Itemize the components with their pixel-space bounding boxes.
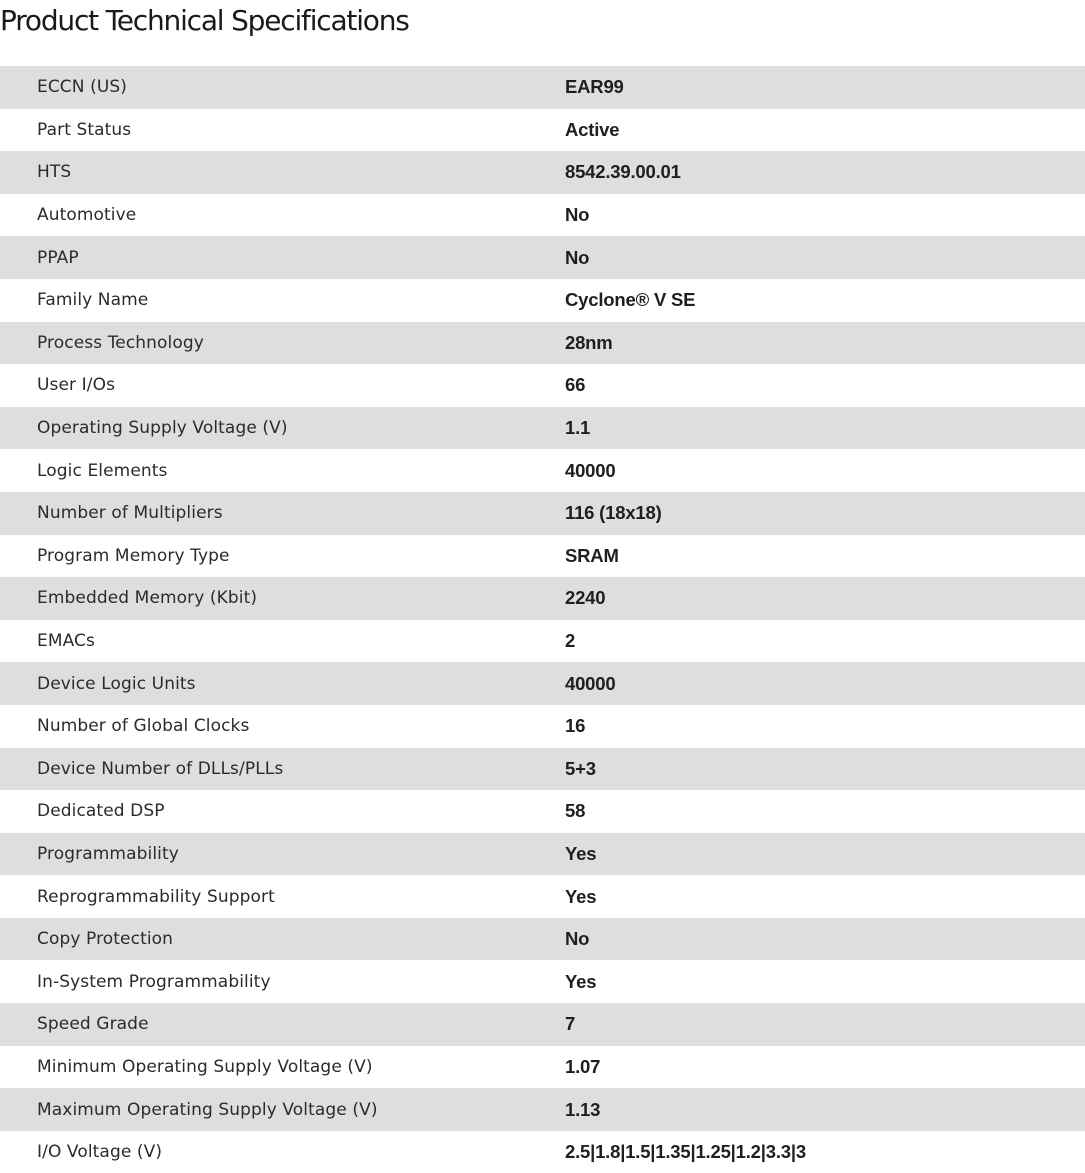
spec-label: PPAP [37, 247, 79, 268]
spec-value: 66 [565, 374, 586, 396]
spec-label: Speed Grade [37, 1014, 149, 1035]
spec-value: 8542.39.00.01 [565, 161, 681, 183]
spec-label: Operating Supply Voltage (V) [37, 418, 288, 439]
spec-row-device-logic-units [0, 662, 1085, 705]
spec-value: EAR99 [565, 76, 624, 98]
spec-row-io-voltage [0, 1131, 1085, 1173]
spec-row-eccn [0, 66, 1085, 109]
spec-label: Automotive [37, 205, 137, 226]
spec-row-user-ios [0, 364, 1085, 407]
spec-value: 2240 [565, 587, 606, 609]
spec-value: 1.13 [565, 1098, 601, 1120]
spec-label: Logic Elements [37, 460, 168, 481]
spec-row-reprogrammability-support [0, 875, 1085, 918]
spec-row-ppap [0, 236, 1085, 279]
spec-label: Dedicated DSP [37, 801, 165, 822]
spec-row-operating-supply-voltage [0, 407, 1085, 450]
spec-row-part-status [0, 109, 1085, 152]
spec-label: Program Memory Type [37, 545, 230, 566]
spec-value: 7 [565, 1013, 576, 1035]
spec-value: Yes [565, 842, 597, 864]
spec-row-dedicated-dsp [0, 790, 1085, 833]
spec-value: 5+3 [565, 757, 596, 779]
spec-value: 40000 [565, 672, 616, 694]
spec-label: Maximum Operating Supply Voltage (V) [37, 1099, 378, 1120]
spec-label: Number of Multipliers [37, 503, 223, 524]
spec-row-in-system-programmability [0, 960, 1085, 1003]
specifications-table-body [0, 66, 1085, 1173]
spec-row-max-operating-supply-voltage [0, 1088, 1085, 1131]
spec-row-dlls-plls [0, 748, 1085, 791]
spec-value: Yes [565, 885, 597, 907]
spec-label: ECCN (US) [37, 77, 128, 98]
spec-value: 2.5|1.8|1.5|1.35|1.25|1.2|3.3|3 [565, 1141, 806, 1163]
spec-row-programmability [0, 833, 1085, 876]
spec-value: 1.07 [565, 1055, 601, 1077]
specifications-table [0, 66, 1085, 1173]
spec-value: 116 (18x18) [565, 502, 662, 524]
spec-label: User I/Os [37, 375, 116, 396]
spec-label: HTS [37, 162, 72, 183]
spec-label: Embedded Memory (Kbit) [37, 588, 258, 609]
spec-label: Minimum Operating Supply Voltage (V) [37, 1056, 373, 1077]
spec-label: Copy Protection [37, 929, 174, 950]
spec-row-automotive [0, 194, 1085, 237]
spec-value: No [565, 204, 590, 226]
spec-row-family-name [0, 279, 1085, 322]
spec-value: 28nm [565, 331, 613, 353]
spec-value: Cyclone® V SE [565, 289, 696, 311]
spec-row-emacs [0, 620, 1085, 663]
spec-label: Family Name [37, 290, 149, 311]
page-title: Product Technical Specifications [0, 4, 409, 37]
spec-row-speed-grade [0, 1003, 1085, 1046]
spec-value: 40000 [565, 459, 616, 481]
spec-value: 1.1 [565, 417, 591, 439]
spec-label: I/O Voltage (V) [37, 1142, 163, 1163]
spec-label: Part Status [37, 119, 132, 140]
spec-row-copy-protection [0, 918, 1085, 961]
spec-label: Process Technology [37, 332, 204, 353]
spec-row-logic-elements [0, 449, 1085, 492]
spec-row-program-memory-type [0, 535, 1085, 578]
spec-label: Programmability [37, 843, 179, 864]
spec-row-hts [0, 151, 1085, 194]
spec-value: Yes [565, 970, 597, 992]
spec-label: Number of Global Clocks [37, 716, 250, 737]
spec-value: No [565, 246, 590, 268]
spec-value: 16 [565, 715, 586, 737]
spec-label: In-System Programmability [37, 971, 271, 992]
spec-label: EMACs [37, 631, 95, 652]
spec-row-min-operating-supply-voltage [0, 1046, 1085, 1089]
spec-label: Device Logic Units [37, 673, 196, 694]
spec-value: SRAM [565, 544, 619, 566]
spec-value: 2 [565, 630, 576, 652]
spec-value: No [565, 928, 590, 950]
spec-row-process-technology [0, 322, 1085, 365]
spec-row-number-of-multipliers [0, 492, 1085, 535]
spec-label: Device Number of DLLs/PLLs [37, 758, 284, 779]
spec-row-number-of-global-clocks [0, 705, 1085, 748]
spec-value: 58 [565, 800, 586, 822]
spec-label: Reprogrammability Support [37, 886, 275, 907]
spec-value: Active [565, 118, 620, 140]
spec-row-embedded-memory [0, 577, 1085, 620]
